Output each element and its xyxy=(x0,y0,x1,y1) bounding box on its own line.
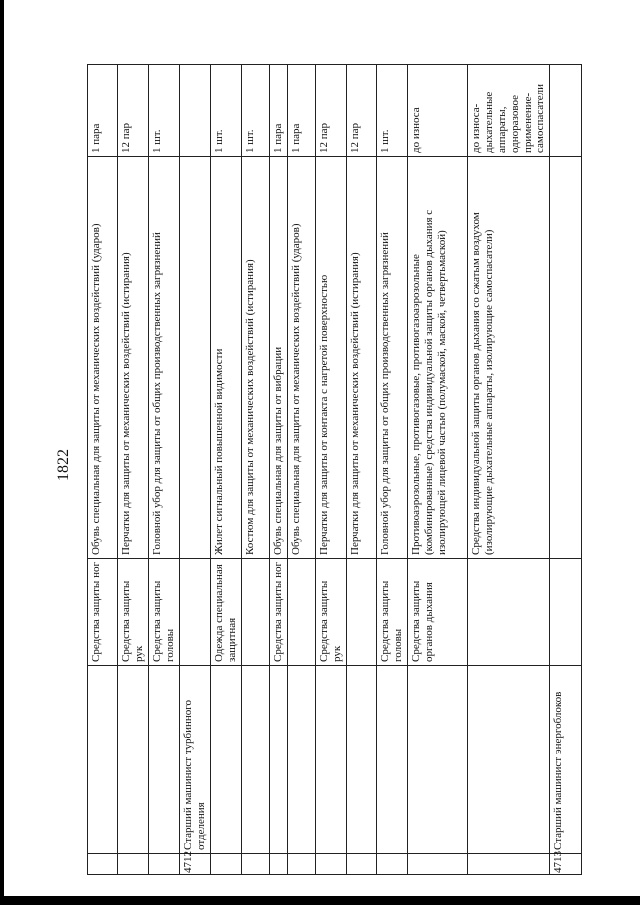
table-body xyxy=(88,65,582,875)
row-number xyxy=(210,854,241,875)
ppe-item xyxy=(550,157,582,559)
row-number: 4712 xyxy=(179,854,210,875)
scan-bottom-edge xyxy=(0,896,640,905)
issue-quantity: 1 пара xyxy=(88,65,118,157)
ppe-item: Обувь специальная для защиты от вибрации xyxy=(269,157,287,559)
row-number xyxy=(88,854,118,875)
issue-quantity xyxy=(179,65,210,157)
table-row xyxy=(315,65,346,875)
ppe-item xyxy=(179,157,210,559)
issue-quantity: до износа xyxy=(407,65,467,157)
profession-name xyxy=(148,666,179,854)
ppe-category xyxy=(467,559,550,666)
table-row xyxy=(148,65,179,875)
ppe-category: Средства защиты головы xyxy=(148,559,179,666)
ppe-category xyxy=(346,559,376,666)
ppe-category: Одежда специальная защитная xyxy=(210,559,241,666)
table-row xyxy=(346,65,376,875)
issue-quantity: 1 шт. xyxy=(148,65,179,157)
row-number xyxy=(118,854,149,875)
row-number xyxy=(241,854,269,875)
issue-quantity: 12 пар xyxy=(315,65,346,157)
row-number xyxy=(467,854,550,875)
issue-quantity: 1 шт. xyxy=(210,65,241,157)
table-row xyxy=(179,65,210,875)
ppe-item: Головной убор для защиты от общих производственных загрязнений xyxy=(376,157,407,559)
table-row xyxy=(210,65,241,875)
scan-left-edge xyxy=(0,0,4,905)
ppe-item: Костюм для защиты от механических воздействий (истирания) xyxy=(241,157,269,559)
row-number xyxy=(346,854,376,875)
ppe-category: Средства защиты ног xyxy=(88,559,118,666)
table-row xyxy=(287,65,315,875)
ppe-category: Средства защиты рук xyxy=(118,559,149,666)
table-row xyxy=(269,65,287,875)
ppe-category: Средства защиты ног xyxy=(269,559,287,666)
ppe-category xyxy=(241,559,269,666)
profession-name xyxy=(346,666,376,854)
ppe-category xyxy=(179,559,210,666)
ppe-item: Перчатки для защиты от механических воздействий (истирания) xyxy=(118,157,149,559)
ppe-item: Перчатки для защиты от контакта с нагретой поверхностью xyxy=(315,157,346,559)
ppe-category: Средства защиты органов дыхания xyxy=(407,559,467,666)
ppe-item: Жилет сигнальный повышенной видимости xyxy=(210,157,241,559)
row-number: 4713 xyxy=(550,854,582,875)
table-row xyxy=(407,65,467,875)
ppe-item: Противоаэрозольные, противогазовые, противогазоаэрозольные (комбинированные) средства индивидуальной защиты органов дыхания с изолирующей лицевой частью (полумаской, маской, четвертьмаской) xyxy=(407,157,467,559)
profession-name: Старший машинист турбинного отделения xyxy=(179,666,210,854)
row-number xyxy=(148,854,179,875)
rotated-table-wrapper xyxy=(87,65,582,875)
profession-name xyxy=(407,666,467,854)
issue-quantity: до износа-дыхательные аппараты, одноразовое применение-самоспасатели xyxy=(467,65,550,157)
profession-name xyxy=(118,666,149,854)
table-row xyxy=(467,65,550,875)
issue-quantity: 1 пара xyxy=(287,65,315,157)
ppe-item: Средства индивидуальной защиты органов дыхания со сжатым воздухом (изолирующие дыхательные аппараты, изолирующие самоспасатели) xyxy=(467,157,550,559)
issue-quantity: 1 шт. xyxy=(376,65,407,157)
row-number xyxy=(269,854,287,875)
ppe-item: Обувь специальная для защиты от механических воздействий (ударов) xyxy=(287,157,315,559)
ppe-item: Головной убор для защиты от общих производственных загрязнений xyxy=(148,157,179,559)
table-row xyxy=(88,65,118,875)
profession-name xyxy=(376,666,407,854)
ppe-category: Средства защиты рук xyxy=(315,559,346,666)
profession-name xyxy=(241,666,269,854)
profession-name xyxy=(467,666,550,854)
ppe-item: Перчатки для защиты от механических воздействий (истирания) xyxy=(346,157,376,559)
table-row xyxy=(376,65,407,875)
row-number xyxy=(287,854,315,875)
ppe-norms-table xyxy=(87,64,582,875)
row-number xyxy=(407,854,467,875)
issue-quantity xyxy=(550,65,582,157)
issue-quantity: 12 пар xyxy=(346,65,376,157)
row-number xyxy=(376,854,407,875)
profession-name xyxy=(88,666,118,854)
ppe-category: Средства защиты головы xyxy=(376,559,407,666)
profession-name xyxy=(287,666,315,854)
row-number xyxy=(315,854,346,875)
profession-name: Старший машинист энергоблоков xyxy=(550,666,582,854)
ppe-category xyxy=(550,559,582,666)
issue-quantity: 1 пара xyxy=(269,65,287,157)
page-number: 1822 xyxy=(55,449,72,481)
table-row xyxy=(118,65,149,875)
issue-quantity: 1 шт. xyxy=(241,65,269,157)
profession-name xyxy=(315,666,346,854)
table-row xyxy=(241,65,269,875)
ppe-category xyxy=(287,559,315,666)
table-row xyxy=(550,65,582,875)
profession-name xyxy=(210,666,241,854)
profession-name xyxy=(269,666,287,854)
issue-quantity: 12 пар xyxy=(118,65,149,157)
ppe-item: Обувь специальная для защиты от механических воздействий (ударов) xyxy=(88,157,118,559)
